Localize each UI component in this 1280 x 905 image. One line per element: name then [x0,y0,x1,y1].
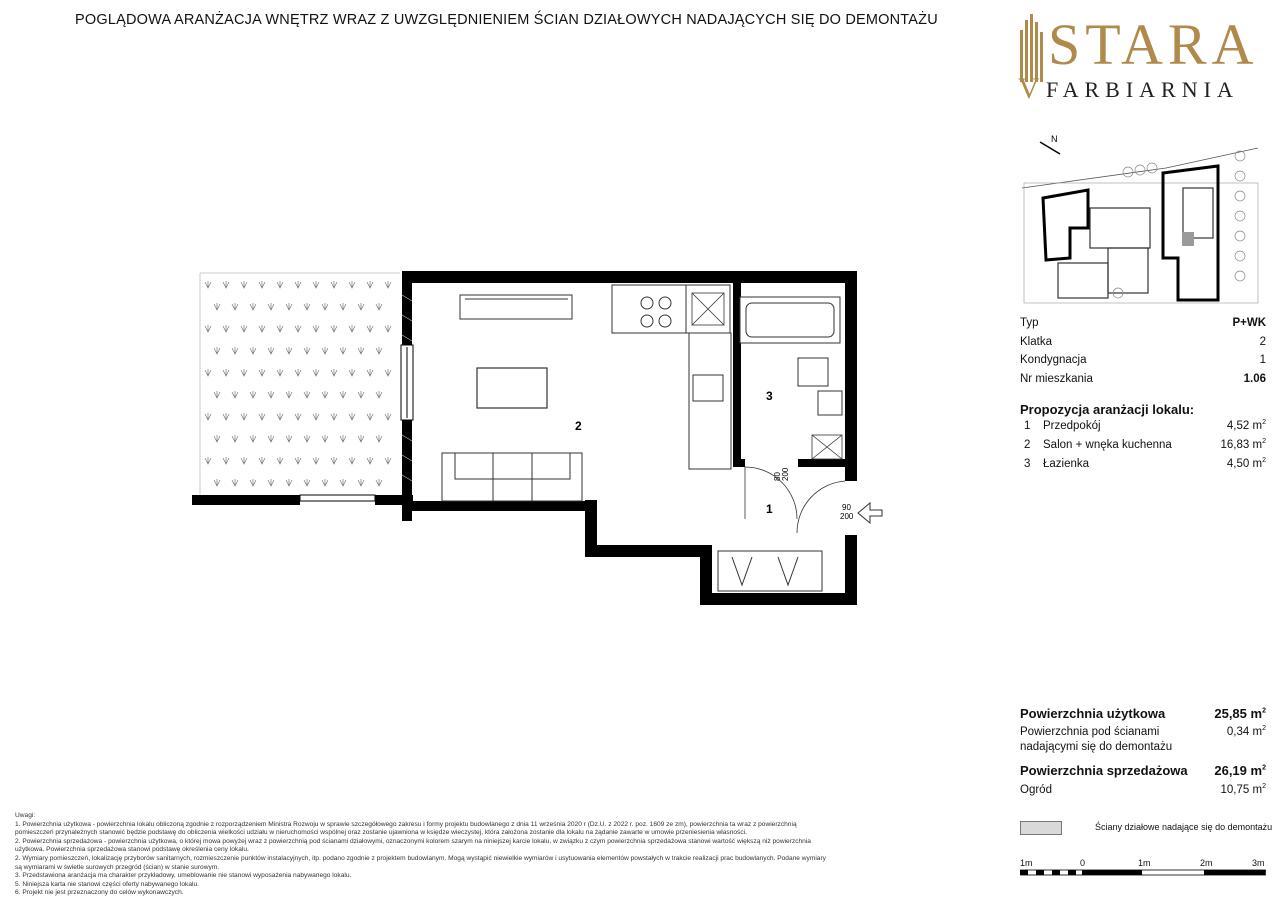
room-number: 3 [1024,457,1031,470]
room-row [1020,435,1266,454]
sink-icon [693,375,723,401]
washing-machine-icon [812,435,842,459]
detail-value: P+WK [1232,317,1266,330]
unit-sup: 2 [1262,764,1266,772]
room-name: Salon + wnęka kuchenna [1043,438,1172,451]
legend-swatch [1020,821,1062,835]
room-name: Łazienka [1043,457,1090,470]
room-row [1020,416,1266,435]
walls-area-label: Powierzchnia pod ścianami [1020,726,1160,738]
bathtub-icon [740,297,840,343]
toilet-icon [798,358,828,386]
detail-label: Nr mieszkania [1020,372,1093,385]
door-dim-b: 200 [781,467,790,481]
scale-bar-graphic [1020,868,1266,878]
detail-label: Klatka [1020,335,1052,348]
note-line: użytkowa. Powierzchnia sprzedażowa stanowi podstawę określenia ceny lokalu. [15,846,249,854]
north-label: N [1051,134,1058,144]
scale-label: 1m [1138,858,1151,868]
room-area: 4,52 [1226,419,1250,432]
detail-row [1020,351,1266,370]
note-line: 2. Wymiary pomieszczeń, lokalizację przyborów sanitarnych, rozmieszczenie punktów instalacyjnych, itp. podano zgodnie z projektem budowlanym. Mogą wystąpić niewielkie wymiarów i usytuowania elementów powstałych w trakcie realizacji prac budowlanych. Podane wymiary [15,854,826,862]
room-area: 16,83 [1220,438,1250,451]
unit: m [1250,762,1263,778]
usable-area-row [1020,703,1266,723]
note-line: 5. Niniejsza karta nie stanowi części oferty nabywanego lokalu. [15,880,199,888]
walls-area-row [1020,725,1266,755]
unit: m [1252,784,1263,797]
walls-area-value: 0,34 [1226,726,1250,738]
north-arrow-icon [1040,134,1060,154]
entry-door-swing [797,481,845,533]
logo-mark: V [1018,72,1040,105]
table [477,368,547,408]
brand-logo [1018,8,1268,108]
sofa [442,453,582,501]
detail-row [1020,370,1266,389]
unit-sup: 2 [1262,783,1266,791]
sale-area-label: Powierzchnia sprzedażowa [1020,762,1188,778]
room-name: Przedpokój [1043,419,1101,432]
detail-value: 1.06 [1243,372,1266,385]
room-number: 2 [1024,438,1031,451]
unit-sup: 2 [1262,456,1266,464]
detail-value: 1 [1259,354,1266,367]
detail-label: Kondygnacja [1020,354,1087,367]
legend-text: Ściany działowe nadające się do demontażu [1095,822,1273,832]
scale-label: 3m [1252,858,1265,868]
note-line: 6. Projekt nie jest przeznaczony do celów wykonawczych. [15,889,184,897]
detail-label: Typ [1020,317,1039,330]
unit-sup: 2 [1262,418,1266,426]
wardrobe [718,551,822,591]
room-label-3: 3 [766,389,773,403]
detail-row [1020,333,1266,352]
logo-word-farbiarnia: FARBIARNIA [1046,77,1239,102]
note-line: pomieszczeń przynależnych stanowić będzie podstawę do obliczenia wielkości udziału w nieruchomości wspólnej oraz zostanie ujawniona w księdze wieczystej, która założona zostanie dla lokalu na żądanie zawarte w umowie przeniesienia własności. [15,829,747,837]
note-line: są wymiarami w świetle surowych przegród (ścian) w stanie surowym. [15,863,220,871]
unit: m [1252,419,1263,432]
detail-value: 2 [1259,335,1266,348]
entrance-arrow-icon [858,503,882,523]
room-label-2: 2 [575,419,582,433]
page-title: POGLĄDOWA ARANŻACJA WNĘTRZ WRAZ Z UWZGLĘDNIENIEM ŚCIAN DZIAŁOWYCH NADAJĄCYCH SIĘ DO DEMONTAŻU [75,12,938,28]
site-key-plan [1018,128,1268,310]
sale-area-value: 26,19 [1214,762,1247,778]
scale-bar [1020,858,1266,888]
scale-label: 2m [1200,858,1213,868]
scale-label: 1m [1020,858,1033,868]
rooms-list [1020,416,1266,473]
usable-area-label: Powierzchnia użytkowa [1020,705,1166,721]
unit-sup: 2 [1262,725,1266,733]
apartment-details [1020,314,1266,388]
floor-plan [180,255,900,625]
rooms-title: Propozycja aranżacji lokalu: [1020,402,1195,417]
door-dim-a: 80 [773,472,782,481]
scale-label: 0 [1080,858,1086,868]
detail-row [1020,314,1266,333]
unit: m [1250,705,1263,721]
area-summary [1020,703,1266,800]
garden-area-value: 10,75 [1220,784,1250,797]
unit: m [1252,438,1263,451]
note-line: 2. Powierzchnia sprzedażowa - powierzchnia użytkowa, o której mowa powyżej wraz z powierzchnią pod ścianami działowymi, oznaczonymi kolorem szarym na niniejszej karcie lokalu, w związku z czym powierzchnia sprzedażowa stanowi wartość większą niż powierzchnia [15,837,811,845]
room-row [1020,454,1266,473]
note-line: 1. Powierzchnia użytkowa - powierzchnia lokalu obliczoną zgodnie z rozporządzeniem Ministra Rozwoju w sprawie szczegółowego zakresu i formy projektu budowlanego z dnia 11 września 2020 r (Dz.U. z 2022 r. poz. 1609 ze zm), powierzchnia ta wraz z powierzchnią [15,820,797,828]
walls-area-label-2: nadającymi się do demontażu [1020,741,1173,753]
logo-word-stara: STARA [1048,12,1259,77]
room-area: 4,50 [1226,457,1250,470]
room-number: 1 [1024,419,1031,432]
entry-dim-a: 90 [842,503,851,512]
note-line: 3. Przedstawiona aranżacja ma charakter przykładowy, umeblowanie nie stanowi wyposażenia nabywanego lokalu. [15,872,352,880]
garden-area [192,273,413,505]
room-label-1: 1 [766,502,773,516]
unit: m [1252,726,1263,738]
notes [15,812,990,898]
garden-area-row [1020,781,1266,800]
fridge-icon [692,293,724,325]
unit: m [1252,457,1263,470]
garden-area-label: Ogród [1020,784,1052,797]
notes-title: Uwagi: [15,812,36,819]
usable-area-value: 25,85 [1214,705,1247,721]
washbasin-icon [818,391,842,415]
sale-area-row [1020,759,1266,781]
entry-dim-b: 200 [840,512,854,521]
unit-sup: 2 [1262,707,1266,715]
unit-sup: 2 [1262,437,1266,445]
